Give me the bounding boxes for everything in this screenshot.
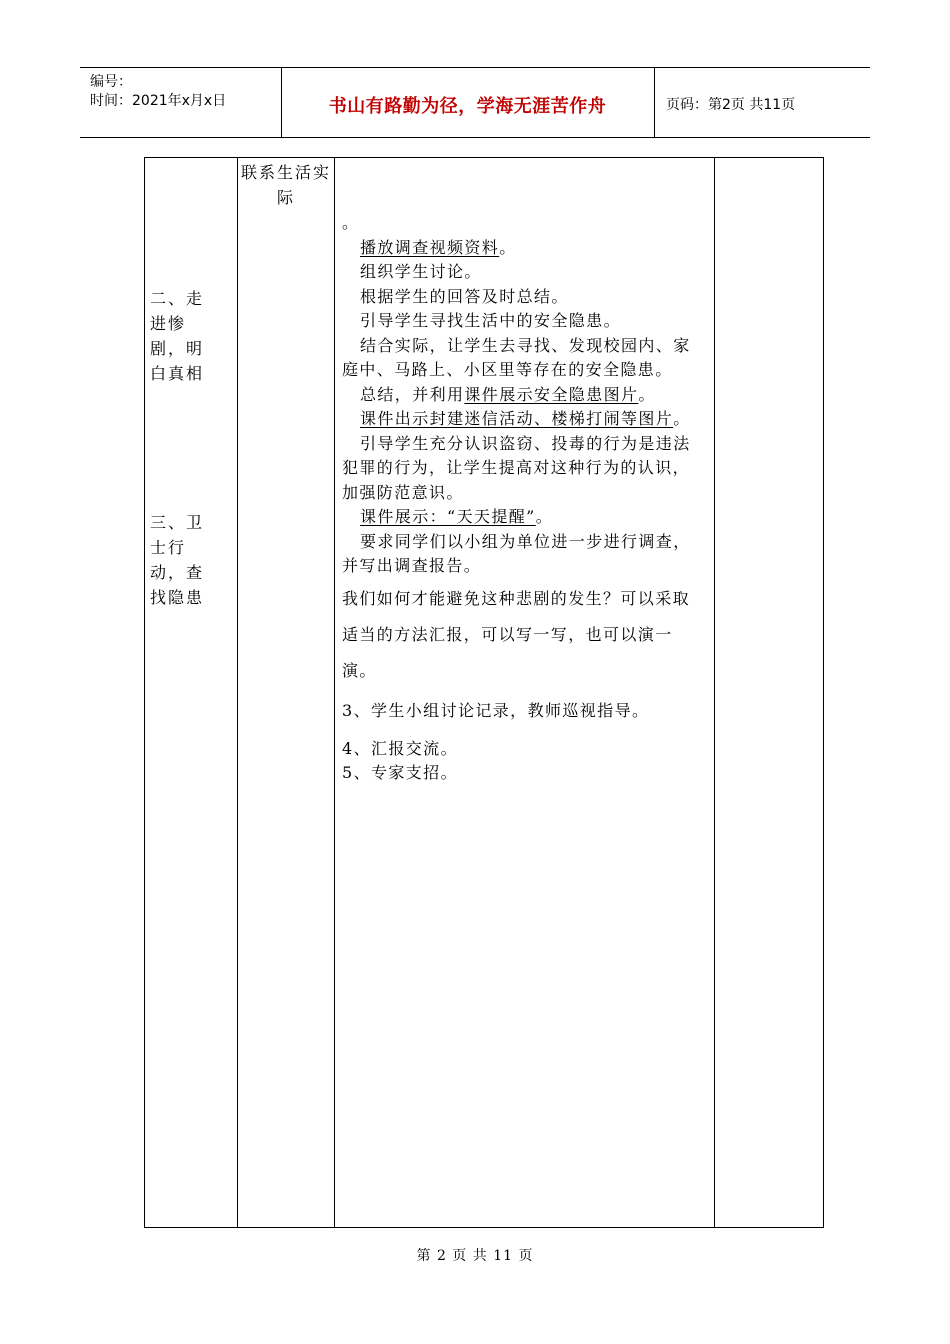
content-line: 组织学生讨论。 bbox=[360, 262, 482, 281]
header-motto: 书山有路勤为径，学海无涯苦作舟 bbox=[328, 96, 607, 117]
header-page-info: 页码：第2页 共11页 bbox=[666, 97, 796, 113]
courseware-link: 课件展示安全隐患图片 bbox=[464, 384, 639, 404]
section-title: 二、走进惨剧，明白真相 bbox=[150, 289, 205, 383]
content-line: 根据学生的回答及时总结。 bbox=[360, 286, 569, 306]
content-line: 5、专家支招。 bbox=[342, 763, 458, 782]
content-line: 课件出示封建迷信活动、楼梯打闹等图片。 bbox=[360, 409, 691, 428]
content-line: 3、学生小组讨论记录，教师巡视指导。 bbox=[342, 700, 650, 720]
document-header bbox=[80, 67, 870, 138]
content-line: 。 bbox=[342, 213, 360, 232]
content-line: 总结，并利用课件展示安全隐患图片。 bbox=[360, 384, 656, 404]
column-divider bbox=[237, 158, 238, 1227]
content-line: 播放调查视频资料。 bbox=[360, 237, 517, 257]
number-label: 编号： bbox=[90, 74, 132, 90]
content-line: 我们如何才能避免这种悲剧的发生？可以采取适当的方法汇报，可以写一写，也可以演一演。 bbox=[342, 588, 691, 680]
column-title: 联系生活实际 bbox=[240, 163, 331, 207]
video-link: 播放调查视频资料 bbox=[360, 237, 500, 257]
page-footer: 第 2 页 共 11 页 bbox=[416, 1248, 534, 1264]
content-line: 结合实际，让学生去寻找、发现校园内、家庭中、马路上、小区里等存在的安全隐患。 bbox=[342, 335, 691, 379]
courseware-link: 课件出示封建迷信活动、楼梯打闹等图片 bbox=[360, 409, 674, 428]
time-label: 时间：2021年x月x日 bbox=[90, 93, 227, 109]
content-line: 引导学生寻找生活中的安全隐患。 bbox=[360, 311, 622, 330]
header-divider bbox=[654, 68, 655, 137]
courseware-link: 课件展示：“天天提醒” bbox=[360, 507, 536, 526]
header-meta bbox=[90, 73, 226, 111]
column-divider bbox=[714, 158, 715, 1227]
content-line: 要求同学们以小组为单位进一步进行调查，并写出调查报告。 bbox=[342, 531, 691, 575]
content-line: 4、汇报交流。 bbox=[342, 738, 458, 758]
content-line: 引导学生充分认识盗窃、投毒的行为是违法犯罪的行为，让学生提高对这种行为的认识，加强防范意识。 bbox=[342, 433, 691, 502]
lesson-content bbox=[342, 211, 704, 786]
section-title: 三、卫士行动，查找隐患 bbox=[150, 513, 205, 607]
content-line: 课件展示：“天天提醒”。 bbox=[360, 507, 554, 526]
column-divider bbox=[334, 158, 335, 1227]
